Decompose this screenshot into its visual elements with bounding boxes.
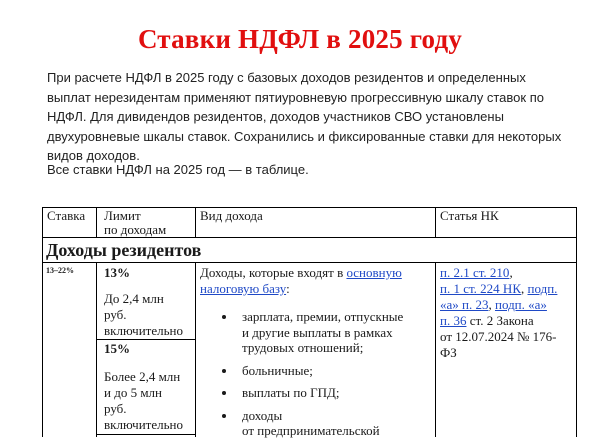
bullet-icon (222, 391, 226, 395)
list-item-line: доходы (242, 407, 283, 423)
link-main-tax-base-2[interactable]: налоговую базу (200, 281, 287, 296)
tier-divider (96, 339, 195, 340)
tier-limit-line: включительно (104, 417, 183, 432)
article-line (440, 297, 574, 313)
article-line: от 12.07.2024 № 176- (440, 329, 557, 344)
tier-limit-line: Более 2,4 млн (104, 369, 181, 384)
article-line (440, 265, 574, 281)
income-type-list (200, 309, 434, 446)
bullet-icon (222, 369, 226, 373)
colon: : (286, 281, 290, 296)
column-divider (435, 207, 436, 237)
intro-paragraph: При расчете НДФЛ в 2025 году с базовых доходов резидентов и определенных выплат нерезидентам применяют пятиуровневую прогрессивную шкалу ставок по НДФЛ. Для дивидендов резидентов, доходов участников СВО установлены двухуровневые шкалы ставок. Сохранились и фиксированные ставки для некоторых видов доходов. (47, 70, 562, 163)
link-article-224[interactable]: п. 1 ст. 224 НК (440, 281, 521, 296)
column-divider (435, 262, 436, 437)
tier-limit-line: руб. (104, 307, 127, 322)
rate-range: 13–22% (46, 266, 74, 275)
tier-rate-15: 15% (104, 341, 130, 356)
table-header-divider (42, 237, 577, 238)
separator: , (509, 265, 513, 280)
tier-divider (96, 434, 195, 435)
intro-note: Все ставки НДФЛ на 2025 год — в таблице. (47, 162, 309, 177)
list-item (200, 309, 434, 356)
header-rate: Ставка (47, 208, 86, 223)
table-border-left (42, 207, 43, 437)
tier-limit-line: До 2,4 млн (104, 291, 164, 306)
link-main-tax-base-1[interactable]: основную (346, 265, 402, 280)
list-item-line: и другие выплаты в рамках (242, 324, 393, 340)
list-item-line: зарплата, премии, отпускные (242, 309, 404, 324)
separator: , (488, 297, 492, 312)
section-divider (42, 262, 577, 263)
article-text: ст. 2 Закона (469, 313, 534, 328)
income-type-intro-line2 (200, 281, 430, 297)
header-limit-line1: Лимит (104, 208, 141, 223)
list-item (200, 385, 434, 401)
article-line: ФЗ (440, 345, 457, 360)
link-paragraph-36[interactable]: п. 36 (440, 313, 467, 328)
link-article-210[interactable]: п. 2.1 ст. 210 (440, 265, 510, 280)
list-item-line: больничные; (242, 362, 313, 378)
link-subparagraph-23b[interactable]: «а» п. 23 (440, 297, 489, 312)
tier-limit-line: руб. (104, 401, 127, 416)
column-divider (195, 262, 196, 437)
tier-limit-line: включительно (104, 323, 183, 338)
tier-limit-line: и до 5 млн (104, 385, 162, 400)
article-line (440, 313, 574, 329)
section-heading-residents: Доходы резидентов (46, 240, 202, 260)
list-item (200, 408, 434, 439)
list-item-line: трудовых отношений; (242, 340, 364, 355)
tier-rate-13: 13% (104, 265, 130, 280)
list-item (200, 363, 434, 379)
column-divider (96, 207, 97, 237)
list-item-line: от предпринимательской (242, 423, 380, 438)
link-subparagraph-36a[interactable]: подп. «а» (494, 297, 547, 312)
link-subparagraph-23a[interactable]: подп. (527, 281, 558, 296)
header-tax-code-article: Статья НК (440, 208, 499, 223)
page-title: Ставки НДФЛ в 2025 году (137, 24, 463, 54)
article-line (440, 281, 574, 297)
header-income-type: Вид дохода (200, 208, 263, 223)
bullet-icon (222, 414, 226, 418)
separator: , (521, 281, 525, 296)
column-divider (96, 262, 97, 437)
income-type-text: Доходы, которые входят в (200, 265, 344, 280)
table-border-right (576, 207, 577, 437)
income-type-intro (200, 265, 430, 281)
bullet-icon (222, 315, 226, 319)
header-limit-line2: по доходам (104, 222, 167, 237)
column-divider (195, 207, 196, 237)
list-item-line: выплаты по ГПД; (242, 385, 340, 400)
